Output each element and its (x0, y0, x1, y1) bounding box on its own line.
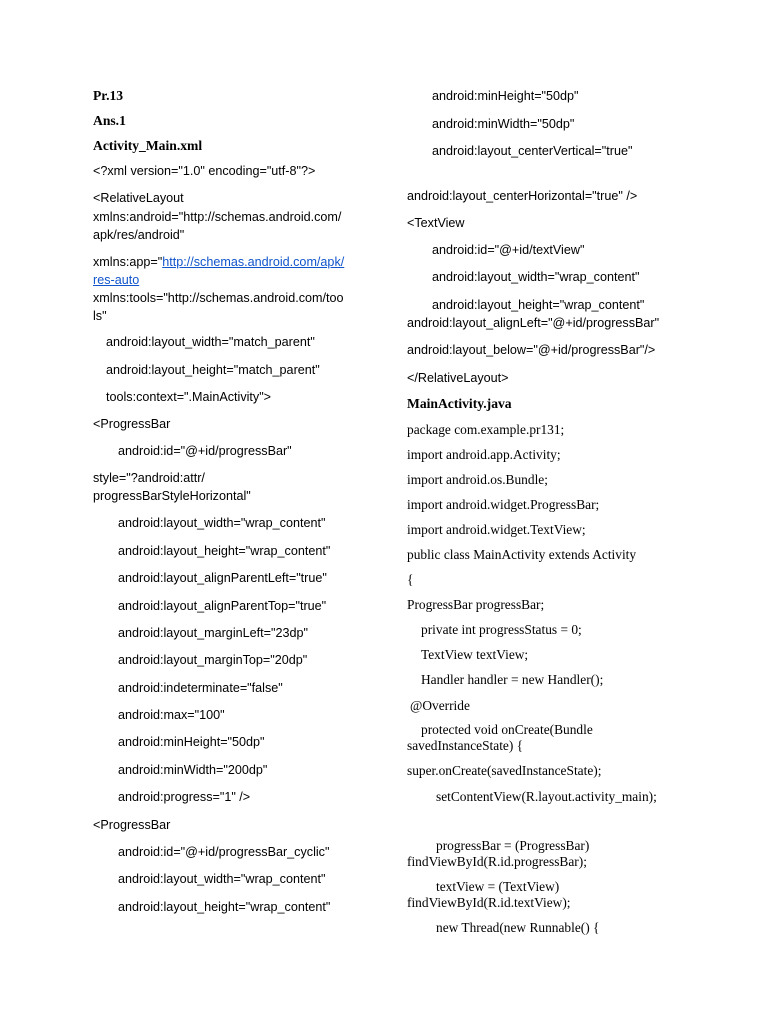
code-line: android:layout_below="@+id/progressBar"/> (407, 343, 656, 357)
heading-java: MainActivity.java (407, 396, 512, 411)
schema-link[interactable]: http://schemas.android.com/apk/ (162, 255, 345, 269)
code-line: super.onCreate(savedInstanceState); (407, 763, 602, 778)
code-line: android:layout_height="wrap_content" (118, 544, 331, 558)
code-line: android:layout_height="wrap_content" (432, 298, 645, 312)
heading-pr: Pr.13 (93, 88, 124, 103)
code-line: import android.widget.TextView; (407, 522, 586, 537)
code-line: findViewById(R.id.progressBar); (407, 854, 587, 869)
code-line: android:layout_marginLeft="23dp" (118, 626, 308, 640)
code-line: android:progress="1" /> (118, 790, 251, 804)
code-line: import android.os.Bundle; (407, 472, 548, 487)
code-line: import android.widget.ProgressBar; (407, 497, 600, 512)
code-line: protected void onCreate(Bundle (421, 722, 593, 737)
code-line: android:layout_height="wrap_content" (118, 900, 331, 914)
code-line: style="?android:attr/ (93, 471, 205, 485)
code-line: package com.example.pr131; (407, 422, 565, 437)
code-line: </RelativeLayout> (407, 371, 509, 385)
code-line: android:minHeight="50dp" (118, 735, 265, 749)
code-line: @Override (410, 698, 470, 713)
code-line: android:layout_width="wrap_content" (118, 872, 326, 886)
schema-link-continued[interactable]: res-auto (93, 273, 140, 287)
code-line: <ProgressBar (93, 417, 171, 431)
code-line: android:layout_alignLeft="@+id/progressBar" (407, 316, 660, 330)
code-line: TextView textView; (421, 647, 529, 662)
code-line: progressBarStyleHorizontal" (93, 489, 251, 503)
code-line: findViewById(R.id.textView); (407, 895, 571, 910)
code-line: android:layout_alignParentLeft="true" (118, 571, 327, 585)
code-line: apk/res/android" (93, 228, 185, 242)
code-line: xmlns:android="http://schemas.android.com/ (93, 210, 342, 224)
code-line: android:minHeight="50dp" (432, 89, 579, 103)
code-line: android:layout_width="wrap_content" (432, 270, 640, 284)
code-line: android:max="100" (118, 708, 225, 722)
heading-file: Activity_Main.xml (93, 138, 203, 153)
code-line: xmlns:tools="http://schemas.android.com/too (93, 291, 344, 305)
code-line: ProgressBar progressBar; (407, 597, 545, 612)
code-line: savedInstanceState) { (407, 738, 524, 753)
code-line-app (93, 254, 344, 270)
code-line: android:indeterminate="false" (118, 681, 283, 695)
code-line: public class MainActivity extends Activity (407, 547, 637, 562)
code-line: tools:context=".MainActivity"> (106, 390, 272, 404)
code-line: android:id="@+id/progressBar" (118, 444, 292, 458)
code-line: { (407, 572, 414, 587)
heading-ans: Ans.1 (93, 113, 126, 128)
xml-declaration: <?xml version="1.0" encoding="utf-8"?> (93, 164, 316, 178)
code-line: ls" (93, 309, 107, 323)
code-line: private int progressStatus = 0; (421, 622, 582, 637)
code-line: setContentView(R.layout.activity_main); (436, 789, 657, 804)
code-line: android:id="@+id/progressBar_cyclic" (118, 845, 330, 859)
code-line: android:layout_centerVertical="true" (432, 144, 633, 158)
code-line: android:layout_alignParentTop="true" (118, 599, 327, 613)
code-line: android:layout_marginTop="20dp" (118, 653, 308, 667)
code-line: android:layout_width="match_parent" (106, 335, 315, 349)
code-line: <RelativeLayout (93, 191, 184, 205)
code-line: android:minWidth="200dp" (118, 763, 268, 777)
code-line: <TextView (407, 216, 465, 230)
code-line: android:layout_centerHorizontal="true" /> (407, 189, 638, 203)
code-line: new Thread(new Runnable() { (436, 920, 600, 935)
code-line: import android.app.Activity; (407, 447, 561, 462)
xmlns-app-prefix: xmlns:app=" (93, 255, 163, 269)
code-line: Handler handler = new Handler(); (421, 672, 604, 687)
code-line: <ProgressBar (93, 818, 171, 832)
code-line: android:layout_height="match_parent" (106, 363, 320, 377)
code-line: textView = (TextView) (436, 879, 560, 894)
code-line: android:layout_width="wrap_content" (118, 516, 326, 530)
code-line: android:minWidth="50dp" (432, 117, 575, 131)
code-line: android:id="@+id/textView" (432, 243, 585, 257)
code-line: progressBar = (ProgressBar) (436, 838, 590, 853)
